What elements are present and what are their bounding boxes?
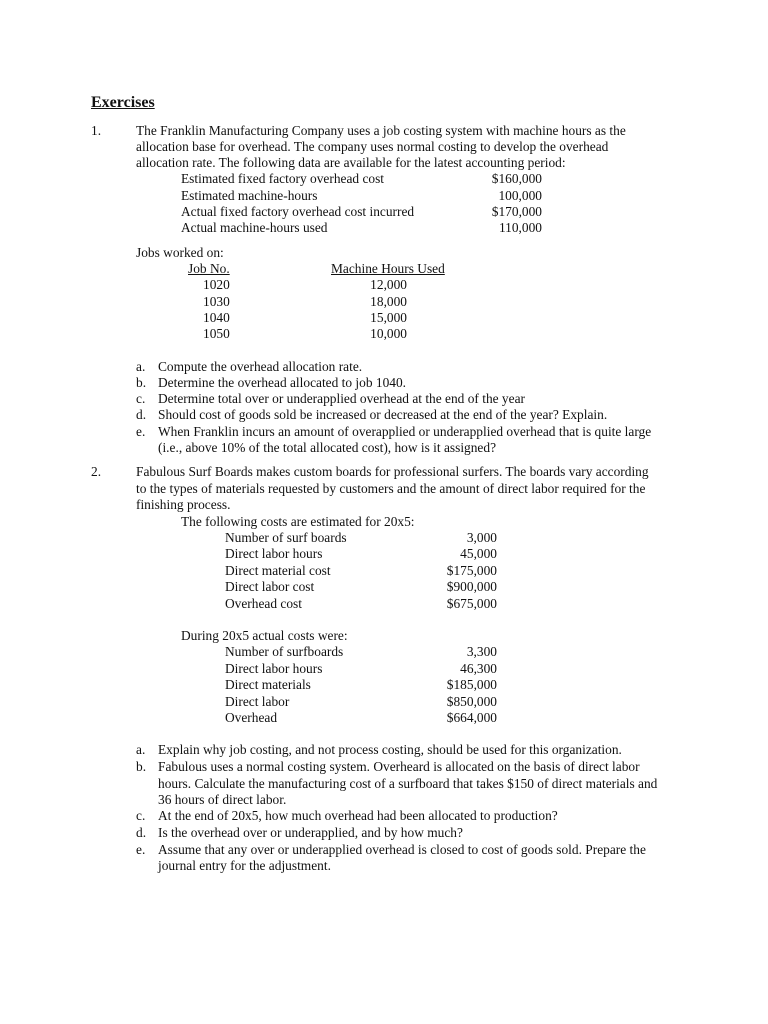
ex1-data-label: Estimated fixed factory overhead cost xyxy=(181,171,385,186)
question-text: Is the overhead over or underapplied, and by how much? xyxy=(158,825,463,840)
exercise-1-number: 1. xyxy=(91,123,102,138)
question-letter: d. xyxy=(136,407,147,422)
question-letter: d. xyxy=(136,825,147,840)
job-number: 1030 xyxy=(203,294,230,309)
job-number: 1020 xyxy=(203,277,230,292)
estimated-item-value: 45,000 xyxy=(460,546,497,561)
question-letter: c. xyxy=(136,391,146,406)
exercise-1-intro-line-3: allocation rate. The following data are available for the latest accounting period: xyxy=(136,155,566,170)
estimated-item-value: 3,000 xyxy=(466,530,497,545)
job-hours: 10,000 xyxy=(370,326,407,341)
question-text: Determine the overhead allocated to job 1040. xyxy=(158,375,407,390)
ex1-data-label: Actual machine-hours used xyxy=(181,220,328,235)
question-text: When Franklin incurs an amount of overapplied or underapplied overhead that is quite large xyxy=(158,424,652,439)
job-hours: 18,000 xyxy=(370,294,407,309)
estimated-item-label: Direct labor cost xyxy=(225,579,315,594)
question-letter: a. xyxy=(136,359,146,374)
job-number: 1040 xyxy=(203,310,230,325)
actual-item-label: Number of surfboards xyxy=(225,644,344,659)
estimated-item-label: Direct labor hours xyxy=(225,546,323,561)
actual-item-value: 3,300 xyxy=(466,644,497,659)
question-text: Assume that any over or underapplied overhead is closed to cost of goods sold. Prepare the xyxy=(158,842,646,857)
jobs-header-machine-hours: Machine Hours Used xyxy=(331,261,445,276)
ex1-data-label: Estimated machine-hours xyxy=(181,188,318,203)
question-text: Determine total over or underapplied overhead at the end of the year xyxy=(158,391,525,406)
question-text: 36 hours of direct labor. xyxy=(158,792,287,807)
question-text: journal entry for the adjustment. xyxy=(158,858,331,873)
job-hours: 15,000 xyxy=(370,310,407,325)
estimated-item-value: $675,000 xyxy=(446,596,497,611)
estimated-item-label: Overhead cost xyxy=(225,596,302,611)
estimated-item-value: $900,000 xyxy=(446,579,497,594)
exercise-2-intro-line-1: Fabulous Surf Boards makes custom boards for professional surfers. The boards vary according xyxy=(136,464,649,479)
job-hours: 12,000 xyxy=(370,277,407,292)
question-letter: b. xyxy=(136,759,147,774)
page-heading: Exercises xyxy=(91,94,155,111)
exercise-2-number: 2. xyxy=(91,464,102,479)
question-letter: e. xyxy=(136,842,146,857)
actual-item-label: Overhead xyxy=(225,710,278,725)
actual-item-value: $850,000 xyxy=(446,694,497,709)
question-text: hours. Calculate the manufacturing cost of a surfboard that takes $150 of direct materials and xyxy=(158,776,658,791)
question-letter: a. xyxy=(136,742,146,757)
exercise-2-intro-line-2: to the types of materials requested by customers and the amount of direct labor required for the xyxy=(136,481,646,496)
actual-item-label: Direct labor xyxy=(225,694,290,709)
ex1-data-value: 110,000 xyxy=(498,220,542,235)
estimated-item-label: Direct material cost xyxy=(225,563,331,578)
actual-item-value: $185,000 xyxy=(446,677,497,692)
estimated-item-value: $175,000 xyxy=(446,563,497,578)
exercise-1-intro-line-2: allocation base for overhead. The company uses normal costing to develop the overhead xyxy=(136,139,609,154)
ex1-data-value: 100,000 xyxy=(498,188,542,203)
actual-item-value: 46,300 xyxy=(460,661,497,676)
ex1-data-value: $160,000 xyxy=(491,171,542,186)
question-text: Compute the overhead allocation rate. xyxy=(158,359,363,374)
job-number: 1050 xyxy=(203,326,230,341)
estimated-item-label: Number of surf boards xyxy=(225,530,347,545)
ex1-data-value: $170,000 xyxy=(491,204,542,219)
estimated-label: The following costs are estimated for 20x5: xyxy=(181,514,415,529)
question-letter: c. xyxy=(136,808,146,823)
actual-item-label: Direct materials xyxy=(225,677,311,692)
question-text: (i.e., above 10% of the total allocated cost), how is it assigned? xyxy=(158,440,497,455)
actual-item-value: $664,000 xyxy=(446,710,497,725)
ex1-data-label: Actual fixed factory overhead cost incurred xyxy=(181,204,415,219)
jobs-header-job-no: Job No. xyxy=(188,261,230,276)
actual-label: During 20x5 actual costs were: xyxy=(181,628,348,643)
question-letter: e. xyxy=(136,424,146,439)
question-text: Fabulous uses a normal costing system. Overheard is allocated on the basis of direct labor xyxy=(158,759,640,774)
question-text: At the end of 20x5, how much overhead had been allocated to production? xyxy=(158,808,558,823)
question-text: Should cost of goods sold be increased or decreased at the end of the year? Explain. xyxy=(158,407,608,422)
exercise-1-intro-line-1: The Franklin Manufacturing Company uses a job costing system with machine hours as the xyxy=(136,123,626,138)
question-text: Explain why job costing, and not process costing, should be used for this organization. xyxy=(158,742,622,757)
question-letter: b. xyxy=(136,375,147,390)
actual-item-label: Direct labor hours xyxy=(225,661,323,676)
jobs-label: Jobs worked on: xyxy=(136,245,224,260)
exercise-2-intro-line-3: finishing process. xyxy=(136,497,231,512)
